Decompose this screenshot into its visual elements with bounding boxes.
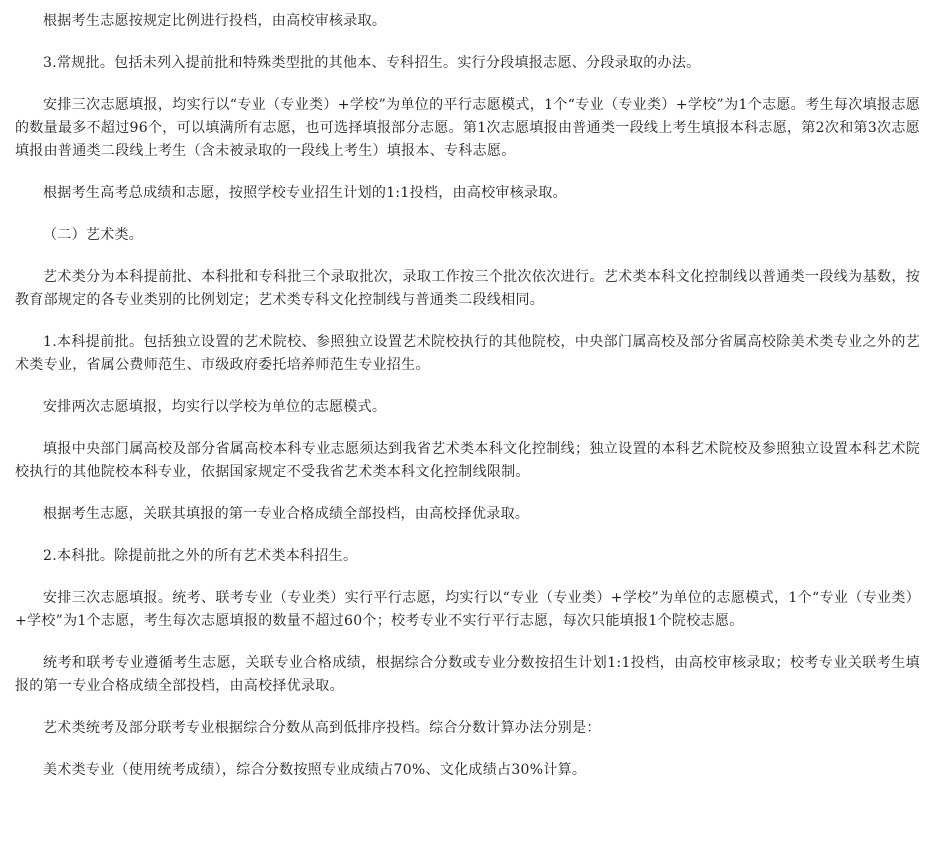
paragraph-three-rounds: 安排三次志愿填报，均实行以“专业（专业类）+学校”为单位的平行志愿模式，1个“专业（专业类）+学校”为1个志愿。考生每次填报志愿的数量最多不超过96个，可以填满所有志愿，也可选择填报部分志愿。第1次志愿填报由普通类一段线上考生填报本科志愿，第2次和第3次志愿填报由普通类二段线上考生（含未被录取的一段线上考生）填报本、专科志愿。: [15, 97, 920, 159]
paragraph-art-batches: 艺术类分为本科提前批、本科批和专科批三个录取批次，录取工作按三个批次依次进行。艺术类本科文化控制线以普通类一段线为基数，按教育部规定的各专业类别的比例划定；艺术类专科文化控制线与普通类二段线相同。: [15, 269, 920, 308]
article-body: [15, 10, 920, 801]
paragraph-composite-score: 艺术类统考及部分联考专业根据综合分数从高到低排序投档。综合分数计算办法分别是：: [43, 720, 601, 736]
paragraph-art-three-rounds: 安排三次志愿填报。统考、联考专业（专业类）实行平行志愿，均实行以“专业（专业类）+学校”为单位的志愿模式，1个“专业（专业类）+学校”为1个志愿，考生每次志愿填报的数量不超过60个；校考专业不实行平行志愿，每次只能填报1个院校志愿。: [15, 590, 920, 629]
paragraph-art-undergrad-batch: 2.本科批。除提前批之外的所有艺术类本科招生。: [43, 548, 358, 564]
paragraph-regular-batch: 3.常规批。包括未列入提前批和特殊类型批的其他本、专科招生。实行分段填报志愿、分段录取的办法。: [43, 55, 701, 71]
paragraph-fine-arts-formula: 美术类专业（使用统考成绩），综合分数按照专业成绩占70%、文化成绩占30%计算。: [43, 762, 587, 778]
section-heading-art: （二）艺术类。: [43, 227, 144, 243]
paragraph-art-early-batch: 1.本科提前批。包括独立设置的艺术院校、参照独立设置艺术院校执行的其他院校，中央部门属高校及部分省属高校除美术类专业之外的艺术类专业，省属公费师范生、市级政府委托培养师范生专业招生。: [15, 334, 920, 373]
paragraph-first-major-score: 根据考生志愿，关联其填报的第一专业合格成绩全部投档，由高校择优录取。: [43, 506, 530, 522]
paragraph-total-score-rule: 根据考生高考总成绩和志愿，按照学校专业招生计划的1:1投档，由高校审核录取。: [43, 185, 567, 201]
paragraph-culture-control-line: 填报中央部门属高校及部分省属高校本科专业志愿须达到我省艺术类本科文化控制线；独立设置的本科艺术院校及参照独立设置本科艺术院校执行的其他院校本科专业，依据国家规定不受我省艺术类本科文化控制线限制。: [15, 441, 920, 480]
paragraph-admission-rule: 根据考生志愿按规定比例进行投档，由高校审核录取。: [43, 13, 387, 29]
paragraph-unified-exam-rule: 统考和联考专业遵循考生志愿，关联专业合格成绩，根据综合分数或专业分数按招生计划1:1投档，由高校审核录取；校考专业关联考生填报的第一专业合格成绩全部投档，由高校择优录取。: [15, 655, 920, 694]
paragraph-two-rounds: 安排两次志愿填报，均实行以学校为单位的志愿模式。: [43, 399, 387, 415]
